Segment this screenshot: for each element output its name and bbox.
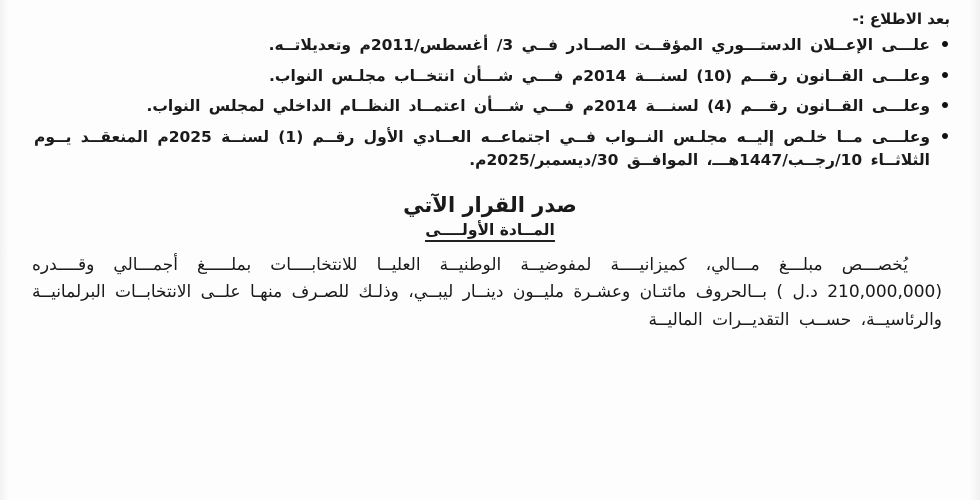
bullet-icon	[942, 41, 948, 47]
preamble-clause-list	[28, 34, 952, 173]
preamble-heading: بعد الاطلاع :-	[852, 10, 950, 28]
scan-edge-right	[968, 0, 980, 500]
bullet-icon	[942, 102, 948, 108]
article-body-text: يُخصـــص مبلـــغ مـــالي، كميزانيــــة لمفوضيــة الوطنيــة العليــا للانتخابــــات بملـــــغ أجمـــالي وقــــدره (210,000,000 د.ل ) بــالحروف مائتـان وعشـرة مليــون دينــار ليبــي، وذلـك للصـرف منهـا علــى الانتخابــات البرلمانيــة والرئاسيــة، حســب التقديــرات الماليــة	[32, 254, 942, 330]
scan-edge-left	[0, 0, 10, 500]
clause-text: علـــى الإعــلان الدستـــوري المؤقــت الصــادر فــي 3/ أغسطس/2011م وتعديلاتــه.	[268, 36, 930, 54]
list-item	[28, 65, 952, 89]
list-item	[28, 34, 952, 58]
clause-text: وعلـــى القــانون رقـــم (4) لسنـــة 2014م فـــي شـــأن اعتمــاد النظــام الداخلي لمجلس النواب.	[146, 97, 930, 116]
article-body	[28, 252, 952, 335]
clause-text: وعلـــى مــا خلـص إليــه مجلـس النــواب فــي اجتماعــه العــادي الأول رقــم (1) لسنــة 2025م المنعقــد يــوم الثلاثــاء 10/رجــب/1447هـــ، الموافــق 30/ديسمبر/2025م.	[34, 127, 930, 170]
list-item	[28, 95, 952, 119]
article-title	[28, 221, 952, 242]
list-item	[28, 126, 952, 173]
decision-title: صدر القرار الآتي	[403, 192, 577, 217]
article-title-text: المــادة الأولــــى	[425, 221, 555, 242]
bullet-icon	[942, 72, 948, 78]
bullet-icon	[942, 133, 948, 139]
clause-text: وعلـــى القــانون رقـــم (10) لسنـــة 2014م فـــي شـــأن انتخــاب مجلـس النواب.	[269, 66, 930, 85]
